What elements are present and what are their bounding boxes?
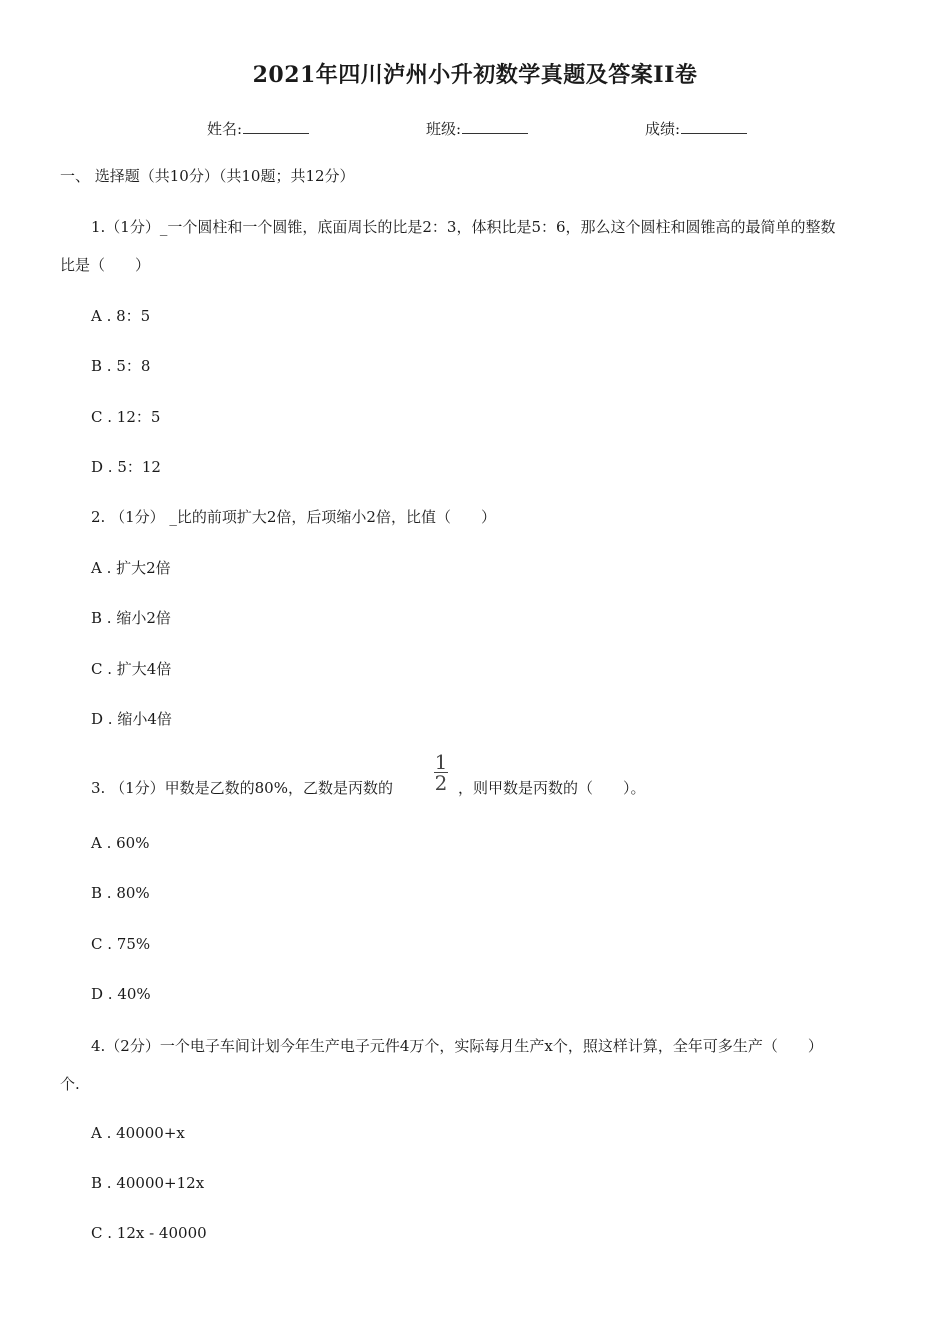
question-4-option-c[interactable]: C . 12x - 40000 [91,1224,207,1242]
question-4-option-a[interactable]: A . 40000+x [91,1124,185,1142]
question-4-option-b[interactable]: B . 40000+12x [91,1174,205,1192]
page-title: 2021年四川泸州小升初数学真题及答案II卷 [252,62,698,88]
name-blank[interactable] [243,118,309,134]
question-4-text: 4.（2分）一个电子车间计划今年生产电子元件4万个，实际每月生产x个，照这样计算，全年可多生产（ ） [91,1037,823,1055]
question-2-option-a[interactable]: A . 扩大2倍 [91,559,171,577]
score-field [645,118,747,139]
question-1-text: 1.（1分）_一个圆柱和一个圆锥，底面周长的比是2：3，体积比是5：6，那么这个圆柱和圆锥高的最简单的整数 [91,218,836,236]
class-field [426,118,528,139]
section-heading: 一、 选择题（共10分）（共10题；共12分） [60,167,355,185]
class-label: 班级: [426,120,462,138]
fraction-one-half [428,752,454,796]
fraction-denominator: 2 [434,771,448,795]
class-blank[interactable] [462,118,528,134]
question-3-text: 3. （1分）甲数是乙数的80%，乙数是丙数的 [91,779,393,797]
score-label: 成绩: [645,120,681,138]
question-1-option-d[interactable]: D . 5：12 [91,458,161,476]
question-3-text-cont: ，则甲数是丙数的（ ）。 [458,779,646,797]
question-1-option-a[interactable]: A . 8：5 [91,307,151,325]
question-1-text-cont: 比是（ ） [60,256,151,274]
question-1-option-b[interactable]: B . 5：8 [91,357,151,375]
name-label: 姓名: [207,120,243,138]
question-2-option-b[interactable]: B . 缩小2倍 [91,609,171,627]
fraction-numerator: 1 [434,750,448,774]
student-info-row [0,118,950,140]
question-1-option-c[interactable]: C . 12：5 [91,408,161,426]
question-3-option-b[interactable]: B . 80% [91,884,150,902]
question-4-text-cont: 个. [60,1075,80,1093]
question-2-option-c[interactable]: C . 扩大4倍 [91,660,172,678]
question-3-option-d[interactable]: D . 40% [91,985,151,1003]
question-2-text: 2. （1分） _比的前项扩大2倍，后项缩小2倍，比值（ ） [91,508,496,526]
score-blank[interactable] [681,118,747,134]
question-2-option-d[interactable]: D . 缩小4倍 [91,710,172,728]
name-field [207,118,309,139]
question-3-option-c[interactable]: C . 75% [91,935,151,953]
question-3-option-a[interactable]: A . 60% [91,834,150,852]
